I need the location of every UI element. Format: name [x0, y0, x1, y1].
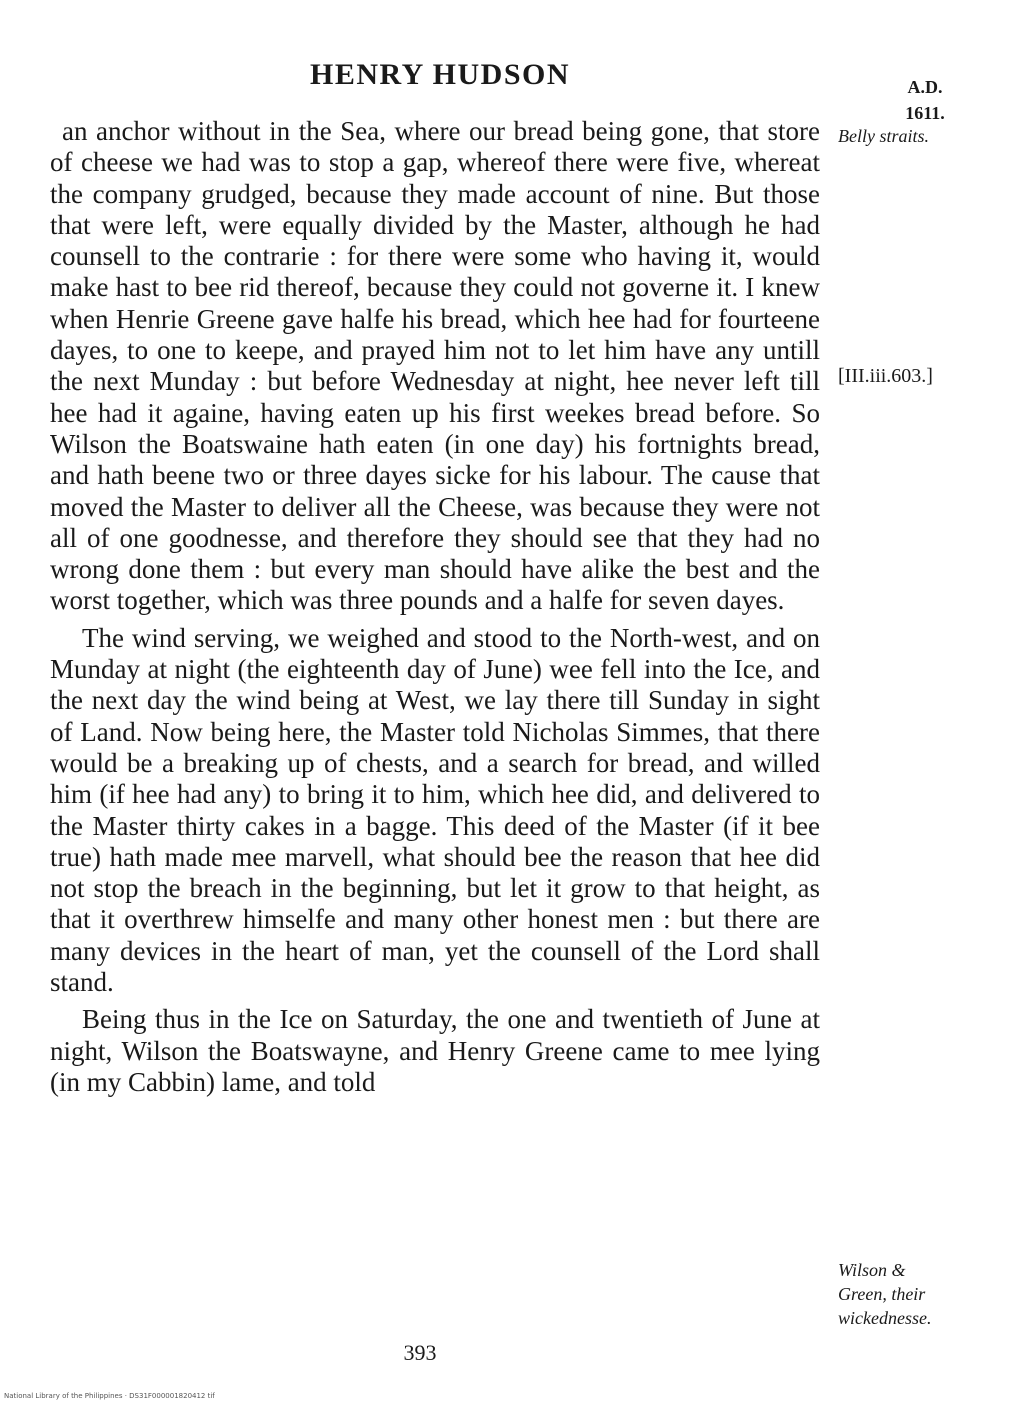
margin-date-era: A.D. — [907, 77, 943, 97]
paragraph-3: Being thus in the Ice on Saturday, the one and twentieth of June at night, Wilson the Boatswayne, and Henry Greene came to mee lying (in my Cabbin) lame, and told — [50, 1004, 820, 1097]
side-note-reference: [III.iii.603.] — [838, 365, 933, 387]
paragraph-2: The wind serving, we weighed and stood to the North-west, and on Munday at night (the eighteenth day of June) wee fell into the Ice, and the next day the wind being at West, we lay there till Sunday in sight of Land. Now being here, the Master told Nicholas Simmes, that there would be a breaking up of chests, and a search for bread, and willed him (if hee had any) to bring it to him, which hee did, and delivered to the Master thirty cakes in a bagge. This deed of the Master (if it bee true) hath made mee marvell, what should bee the reason that hee did not stop the breach in the beginning, but let it grow to that height, as that it overthrew himselfe and many other honest men : but there are many devices in the heart of man, yet the counsell of the Lord shall stand. — [50, 622, 820, 998]
side-note-line-3: wickednesse. — [838, 1308, 932, 1328]
scan-footer-tag: National Library of the Philippines · DS31F000001820412 tif — [4, 1392, 215, 1400]
running-head: HENRY HUDSON — [309, 58, 571, 91]
paragraph-1: an anchor without in the Sea, where our bread being gone, that store of cheese we had was to stop a gap, whereof there were five, whereat the company grudged, because they made account of nine. But those that were left, were equally divided by the Master, although he had counsell to the contrarie : for there were some who having it, would make hast to bee rid thereof, because they could not governe it. I knew when Henrie Greene gave halfe his bread, which hee had for fourteene dayes, to one to keepe, and prayed him not to let him have any untill the next Munday : but before Wednesday at night, hee never left till hee had it againe, having eaten up his first weekes bread before. So Wilson the Boatswaine hath eaten (in one day) his fortnights bread, and hath beene two or three dayes sicke for his labour. The cause that moved the Master to deliver all the Cheese, was because they were not all of one goodnesse, and therefore they should see that they had no wrong done them : but every man should have alike the best and the worst together, which was three pounds and a halfe for seven dayes. — [50, 116, 820, 616]
side-note-line-2: Green, their — [838, 1284, 926, 1304]
side-note-line-1: Wilson & — [838, 1260, 906, 1280]
side-note-belly-straits: Belly straits. — [838, 126, 929, 146]
margin-date — [880, 74, 970, 126]
page-number: 393 — [403, 1340, 437, 1365]
body-text — [50, 116, 820, 1098]
margin-date-year: 1611. — [905, 103, 945, 123]
side-note-wilson-green — [838, 1258, 988, 1330]
